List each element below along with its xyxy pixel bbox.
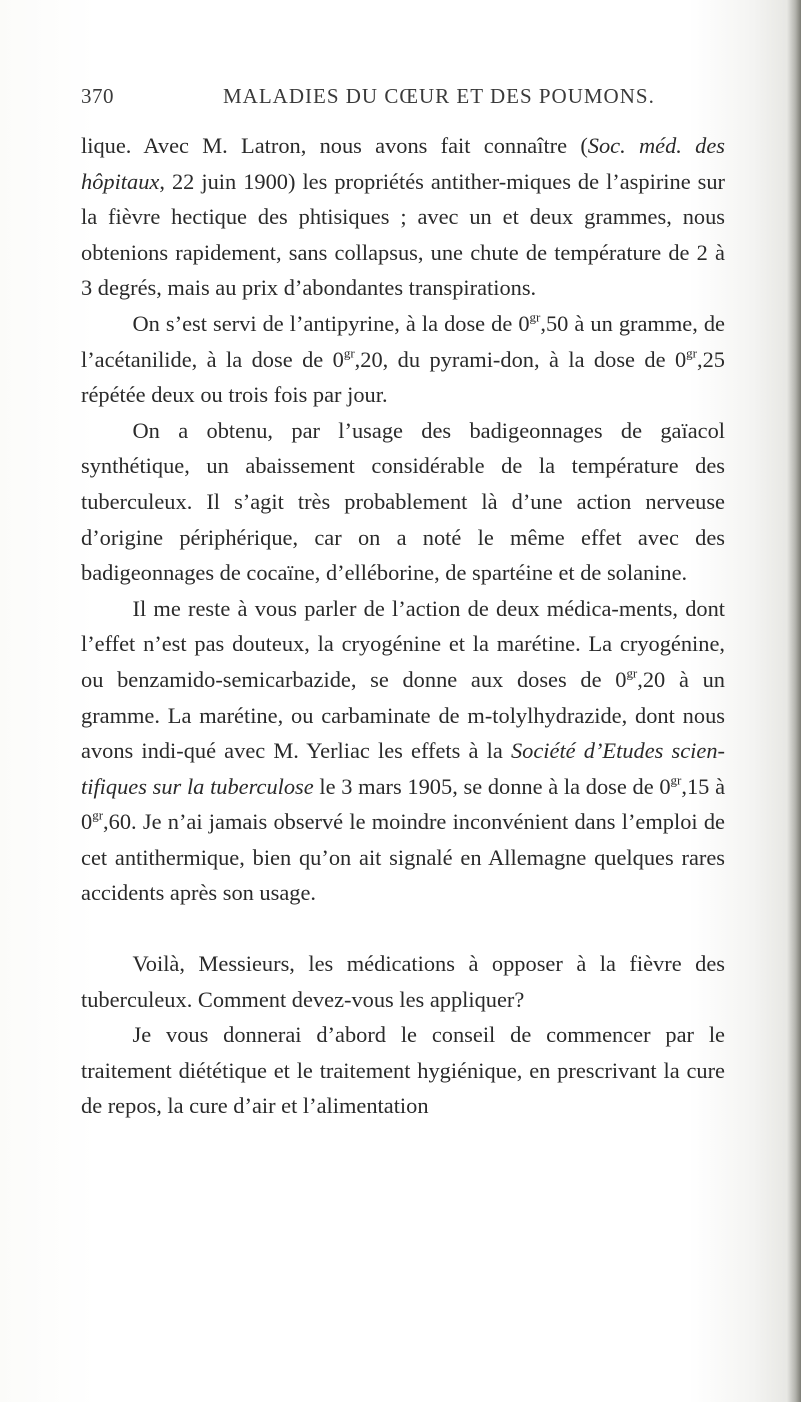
- superscript-unit: gr: [343, 345, 355, 361]
- paragraph: [81, 1017, 725, 1124]
- paragraph: [81, 128, 725, 306]
- superscript-unit: gr: [529, 309, 541, 325]
- body-text: [81, 128, 725, 1124]
- paragraph: [81, 946, 725, 1017]
- superscript-unit: gr: [626, 665, 638, 681]
- running-title: MALADIES DU CŒUR ET DES POUMONS.: [223, 84, 655, 108]
- page-edge-shadow: [787, 0, 801, 1402]
- italic-citation: Société d’Etudes scien-tifiques sur la tuberculose: [81, 738, 725, 799]
- page-number: 370: [81, 84, 114, 108]
- text-run: , 22 juin 1900) les propriétés antither-miques de l’aspirine sur la fièvre hectique des phtisiques ; avec un et deux grammes, nous obtenions rapidement, sans collapsus, une chute de température de 2 à 3 degrés, mais au prix d’abondantes transpirations.: [81, 168, 725, 301]
- paragraph: [81, 591, 725, 911]
- text-run: le 3 mars 1905, se donne à la dose de 0: [313, 773, 671, 799]
- paragraph: [81, 306, 725, 413]
- text-run: Je vous donnerai d’abord le conseil de commencer par le traitement diététique et le traitement hygiénique, en prescrivant la cure de repos, la cure d’air et l’alimentation: [81, 1022, 725, 1119]
- page-header: [81, 84, 721, 114]
- text-run: ,50 à un gramme, de l’acétanilide, à la dose de 0: [81, 310, 725, 372]
- text-run: ,25 répétée deux ou trois fois par jour.: [81, 346, 725, 408]
- paragraph: [81, 413, 725, 591]
- text-run: Voilà, Messieurs, les médications à opposer à la fièvre des tuberculeux. Comment devez-vous les appliquer?: [81, 951, 725, 1012]
- text-run: On a obtenu, par l’usage des badigeonnages de gaïacol synthétique, un abaissement considérable de la température des tuberculeux. Il s’agit très probablement là d’une action nerveuse d’origine périphérique, car on a noté le même effet avec des badigeonnages de cocaïne, d’elléborine, de spartéine et de solanine.: [81, 417, 725, 586]
- superscript-unit: gr: [92, 807, 104, 823]
- text-run: Il me reste à vous parler de l’action de deux médica-ments, dont l’effet n’est pas douteux, la cryogénine et la marétine. La cryogénine, ou benzamido-semicarbazide, se donne aux doses de 0: [81, 595, 725, 692]
- text-run: lique. Avec M. Latron, nous avons fait connaître (: [81, 133, 588, 158]
- text-run: On s’est servi de l’antipyrine, à la dose de 0: [132, 310, 530, 336]
- italic-citation: Soc. méd. des hôpitaux: [81, 133, 725, 194]
- text-run: ,20 à un gramme. La marétine, ou carbaminate de m-tolylhydrazide, dont nous avons indi-qué avec M. Yerliac les effets à la: [81, 666, 725, 764]
- superscript-unit: gr: [686, 345, 697, 361]
- superscript-unit: gr: [670, 772, 682, 788]
- paragraph-gap: [81, 911, 725, 946]
- text-run: ,15 à 0: [81, 773, 726, 835]
- text-run: ,20, du pyrami-don, à la dose de 0: [354, 346, 687, 372]
- text-run: ,60. Je n’ai jamais observé le moindre inconvénient dans l’emploi de cet antithermique, bien qu’on ait signalé en Allemagne quelques rares accidents après son usage.: [81, 809, 725, 906]
